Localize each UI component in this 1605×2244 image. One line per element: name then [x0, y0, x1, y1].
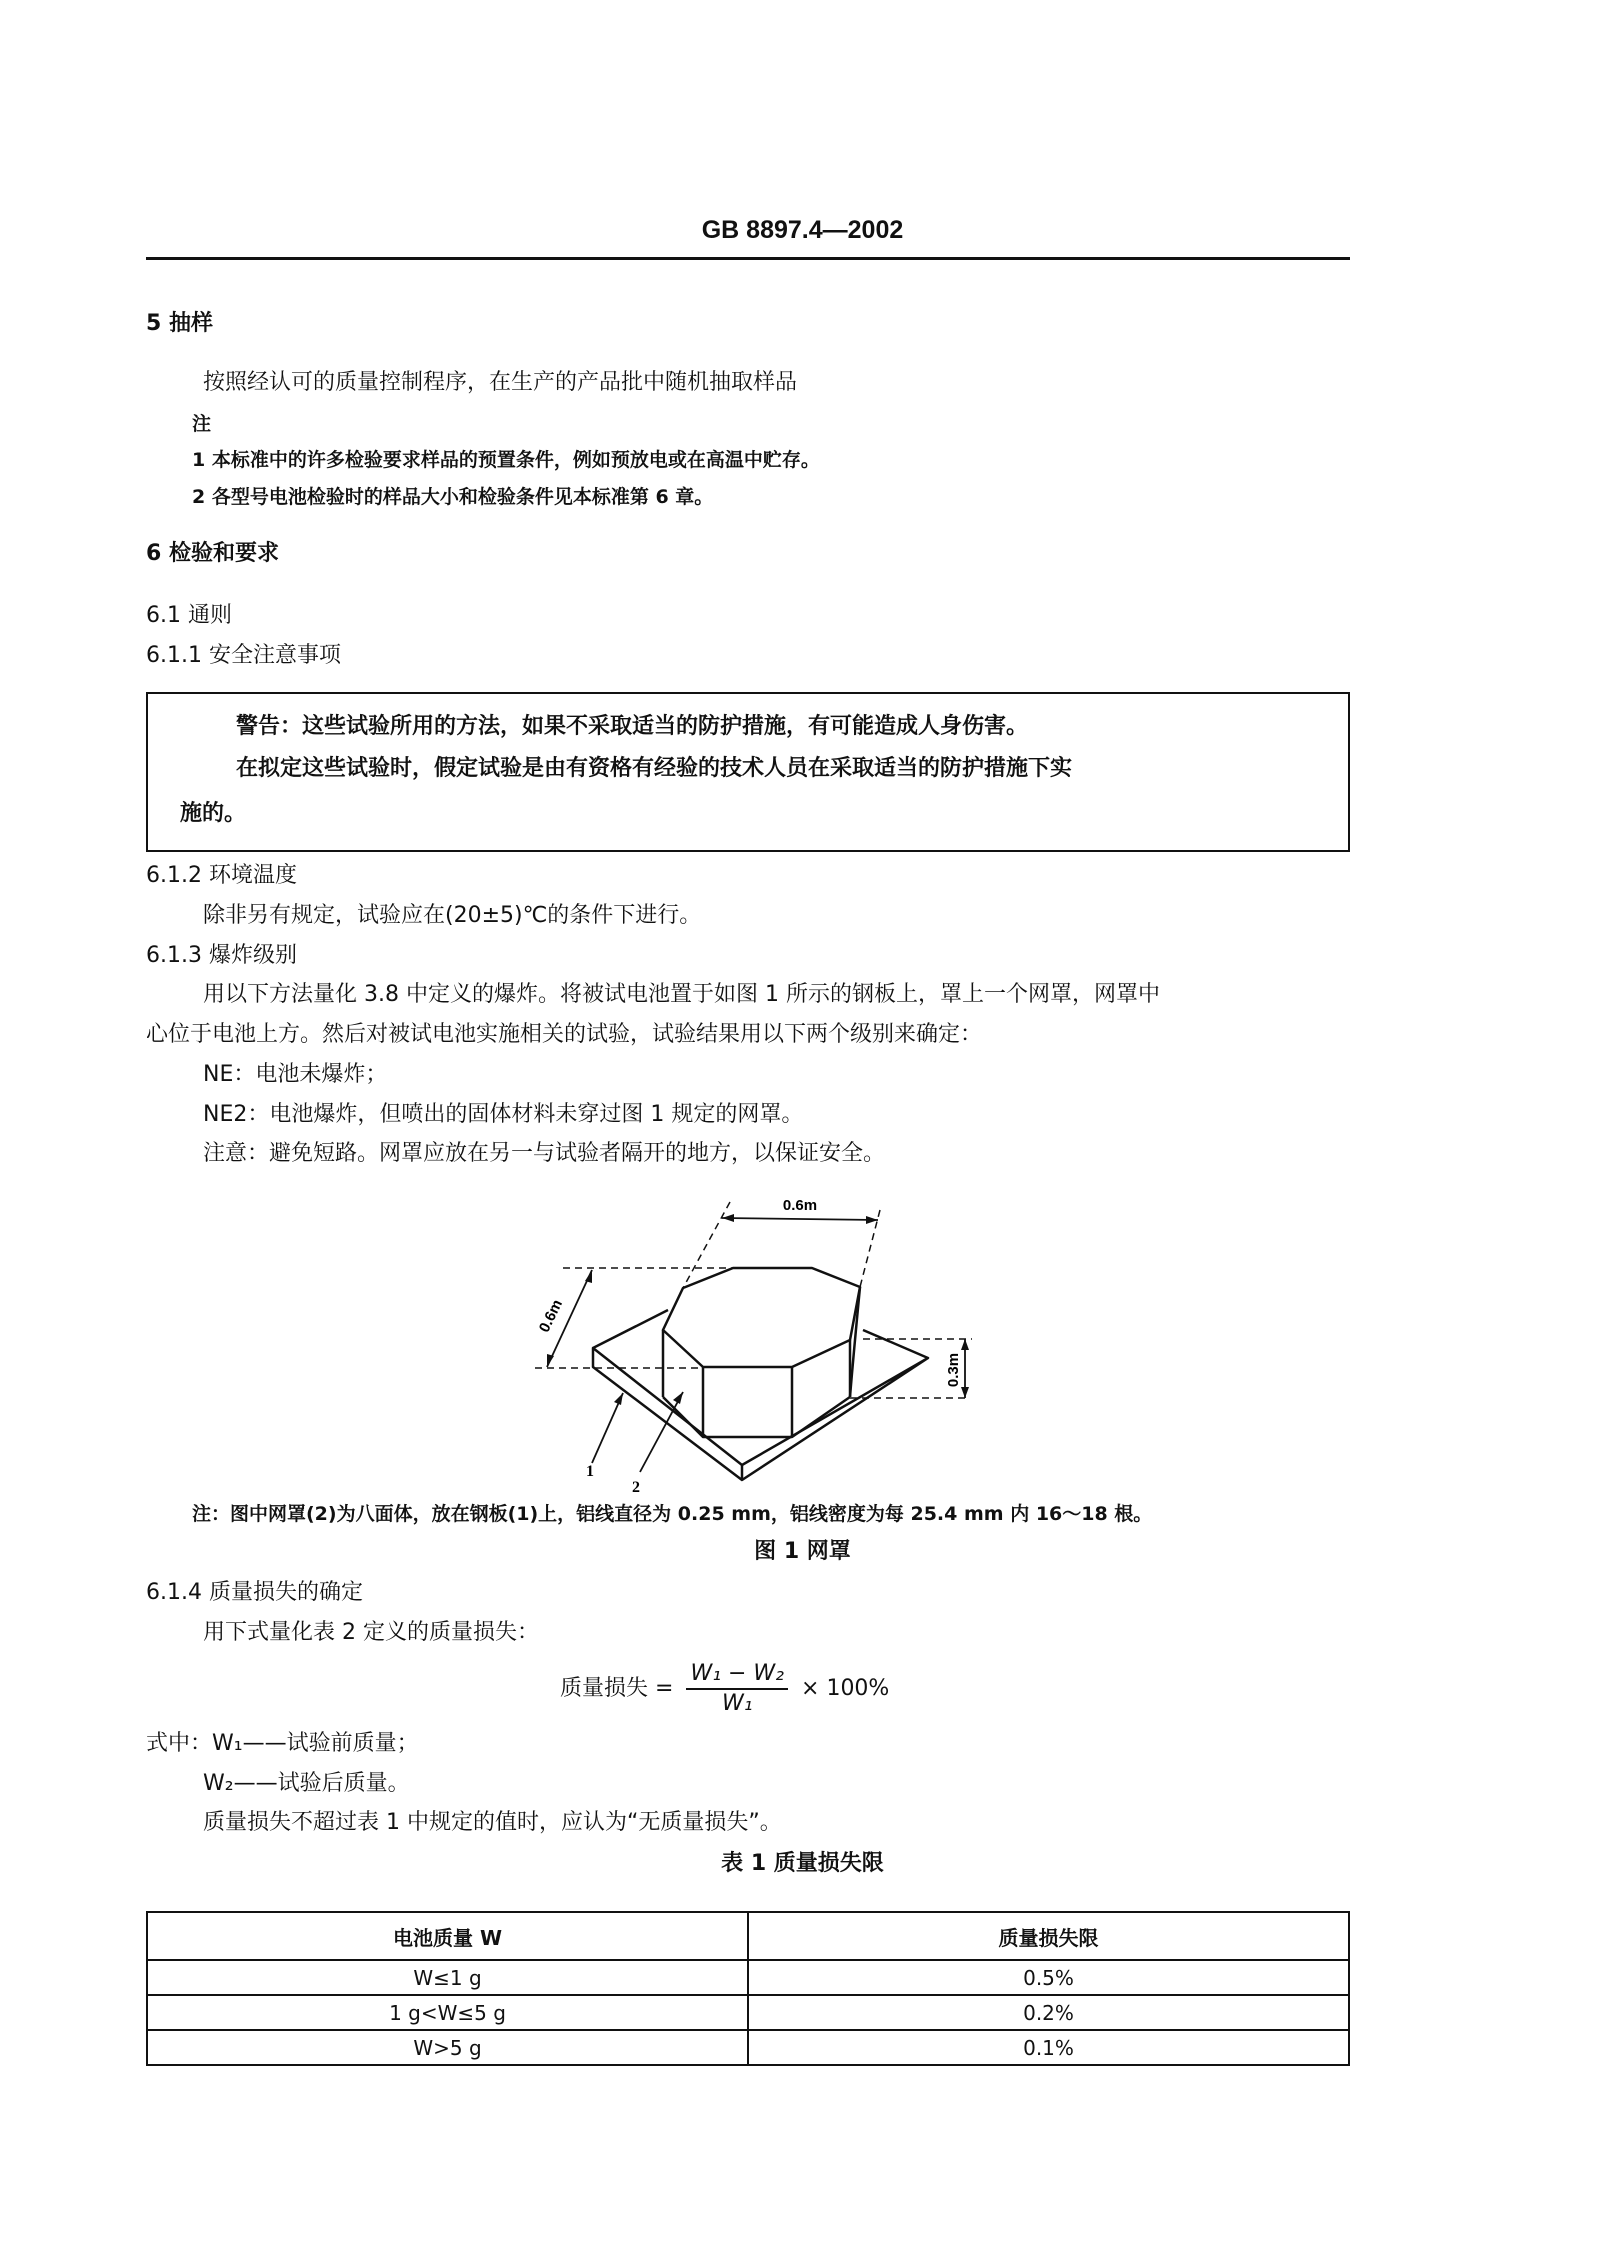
note-label: 注: [192, 413, 212, 435]
level-ne2: NE2：电池爆炸，但喷出的固体材料未穿过图 1 规定的网罩。: [203, 1102, 804, 1127]
section-6-1-2-heading: 6.1.2 环境温度: [146, 863, 297, 888]
section-6-1-3-heading: 6.1.3 爆炸级别: [146, 943, 297, 968]
figure-note: 注：图中网罩(2)为八面体，放在钢板(1)上，铝线直径为 0.25 mm，铝线密度为每 25.4 mm 内 16～18 根。: [192, 1503, 1153, 1525]
table-row: [147, 1995, 1349, 2030]
note-1: 1 本标准中的许多检验要求样品的预置条件，例如预放电或在高温中贮存。: [192, 449, 820, 471]
warning-line-3: 施的。: [180, 801, 247, 826]
section-6-1-2-text: 除非另有规定，试验应在(20±5)℃的条件下进行。: [203, 903, 702, 928]
section-6-1-3-text-2: 心位于电池上方。然后对被试电池实施相关的试验，试验结果用以下两个级别来确定：: [146, 1022, 983, 1047]
formula-lhs: 质量损失 =: [560, 1676, 674, 1701]
formula-tail: × 100%: [801, 1676, 890, 1701]
header-battery-mass: 电池质量 W: [147, 1912, 748, 1960]
formula-denominator: W₁: [721, 1691, 753, 1716]
level-ne: NE：电池未爆炸；: [203, 1062, 388, 1087]
cell-limit: 0.2%: [748, 1995, 1349, 2030]
section-6-1-1-heading: 6.1.1 安全注意事项: [146, 643, 341, 668]
label-mesh-cage: 2: [632, 1479, 640, 1496]
section-5-heading: 5 抽样: [146, 311, 213, 336]
header-mass-loss-limit: 质量损失限: [748, 1912, 1349, 1960]
section-6-1-4-heading: 6.1.4 质量损失的确定: [146, 1580, 363, 1605]
caution-text: 注意：避免短路。网罩应放在另一与试验者隔开的地方，以保证安全。: [203, 1141, 886, 1166]
table-header-row: [147, 1912, 1349, 1960]
dim-height-label: 0.3m: [945, 1352, 962, 1388]
cell-mass: W≤1 g: [147, 1960, 748, 1995]
formula-fraction: [686, 1660, 788, 1718]
warning-line-1: 警告：这些试验所用的方法，如果不采取适当的防护措施，有可能造成人身伤害。: [236, 714, 1029, 739]
cell-mass: W>5 g: [147, 2030, 748, 2065]
cell-mass: 1 g<W≤5 g: [147, 1995, 748, 2030]
figure-caption: 图 1 网罩: [754, 1539, 851, 1564]
cell-limit: 0.5%: [748, 1960, 1349, 1995]
table-row: [147, 1960, 1349, 1995]
formula-numerator: W₁ − W₂: [686, 1660, 788, 1690]
dim-width-label: 0.6m: [782, 1197, 818, 1214]
mass-loss-limit-table: [146, 1911, 1350, 2066]
mass-loss-formula: [560, 1660, 889, 1718]
section-6-1-heading: 6.1 通则: [146, 603, 232, 628]
section-5-paragraph: 按照经认可的质量控制程序，在生产的产品批中随机抽取样品: [203, 370, 798, 395]
warning-line-2: 在拟定这些试验时，假定试验是由有资格有经验的技术人员在采取适当的防护措施下实: [236, 756, 1073, 781]
section-6-1-4-intro: 用下式量化表 2 定义的质量损失：: [203, 1620, 539, 1645]
table-row: [147, 2030, 1349, 2065]
dim-depth-label: 0.6m: [535, 1296, 567, 1336]
section-6-1-3-text-1: 用以下方法量化 3.8 中定义的爆炸。将被试电池置于如图 1 所示的钢板上，罩上一个网罩，网罩中: [203, 982, 1160, 1007]
formula-where-w1: 式中：W₁——试验前质量；: [146, 1731, 419, 1756]
cell-limit: 0.1%: [748, 2030, 1349, 2065]
label-steel-plate: 1: [586, 1463, 594, 1480]
formula-where-w2: W₂——试验后质量。: [203, 1771, 410, 1796]
section-6-heading: 6 检验和要求: [146, 541, 279, 566]
note-2: 2 各型号电池检验时的样品大小和检验条件见本标准第 6 章。: [192, 486, 714, 508]
no-mass-loss-rule: 质量损失不超过表 1 中规定的值时，应认为“无质量损失”。: [203, 1810, 782, 1835]
table-caption: 表 1 质量损失限: [721, 1851, 884, 1876]
document-header: GB 8897.4—2002: [701, 216, 904, 244]
